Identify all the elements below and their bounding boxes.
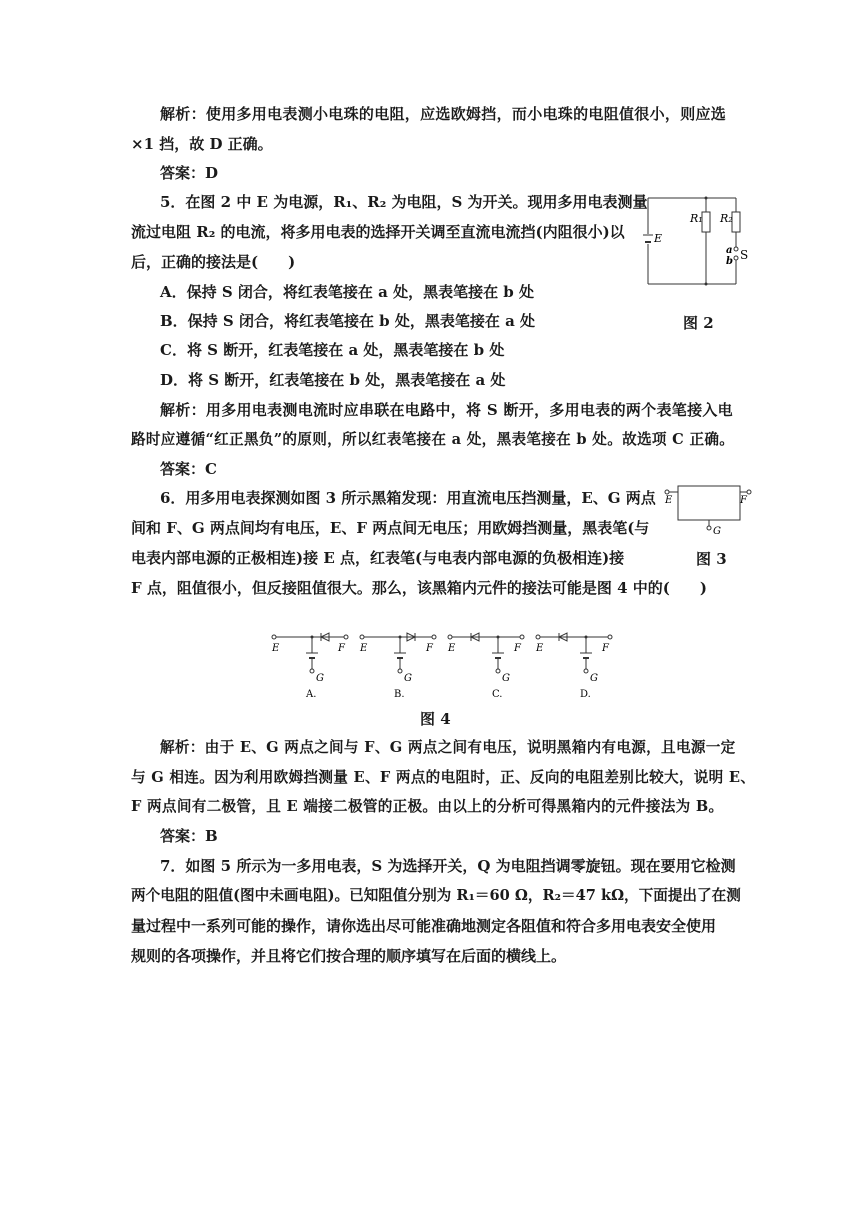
fig3-label-g: G xyxy=(713,526,721,536)
question-6-line: 电表内部电源的正极相连)接 E 点，红表笔(与电表内部电源的负极相连)接 xyxy=(131,549,625,567)
question-7-line: 两个电阻的阻值(图中未画电阻)。已知阻值分别为 R₁＝60 Ω，R₂＝47 kΩ，下面提出了在测 xyxy=(131,887,741,904)
option-d: D．将 S 断开，红表笔接在 b 处，黑表笔接在 a 处 xyxy=(160,371,506,389)
question-7-line: 量过程中一系列可能的操作，请你选出尽可能准确地测定各阻值和符合多用电表安全使用 xyxy=(131,917,717,935)
terminal-e xyxy=(665,490,669,494)
option-c: C．将 S 断开，红表笔接在 a 处，黑表笔接在 b 处 xyxy=(160,341,505,359)
fig2-label-a: a xyxy=(726,245,733,256)
label-g: G xyxy=(590,673,598,684)
terminal-g xyxy=(496,669,500,673)
question-5-line: 流过电阻 R₂ 的电流，将多用电表的选择开关调至直流电流挡(内阻很小)以 xyxy=(131,223,625,241)
answer-line: 答案：B xyxy=(160,827,218,845)
figure-2-circuit xyxy=(640,192,752,292)
terminal-e xyxy=(360,635,364,639)
terminal-e xyxy=(448,635,452,639)
switch-terminal-a xyxy=(734,247,738,251)
question-6-line: 6．用多用电表探测如图 3 所示黑箱发现：用直流电压挡测量，E、G 两点 xyxy=(160,489,656,507)
label-g: G xyxy=(404,673,412,684)
switch-terminal-b xyxy=(734,256,738,260)
option-label: C. xyxy=(492,689,503,700)
option-label: B. xyxy=(394,689,405,700)
analysis-line: 与 G 相连。因为利用欧姆挡测量 E、F 两点的电阻时，正、反向的电阻差别比较大，说明 E、 xyxy=(131,769,756,786)
answer-line: 答案：D xyxy=(160,164,219,182)
terminal-f xyxy=(747,490,751,494)
label-f: F xyxy=(426,643,433,654)
label-f: F xyxy=(602,643,609,654)
question-7-line: 7．如图 5 所示为一多用电表，S 为选择开关，Q 为电阻挡调零旋钮。现在要用它检测 xyxy=(160,857,736,875)
analysis-line: ×1 挡，故 D 正确。 xyxy=(131,135,273,153)
label-g: G xyxy=(502,673,510,684)
fig2-label-r2: R₂ xyxy=(720,212,733,225)
analysis-line: 解析：用多用电表测电流时应串联在电路中，将 S 断开，多用电表的两个表笔接入电 xyxy=(160,401,733,419)
terminal-e xyxy=(272,635,276,639)
terminal-f xyxy=(432,635,436,639)
black-box xyxy=(678,486,740,520)
fig3-label-f: F xyxy=(740,495,747,506)
figure-3-caption: 图 3 xyxy=(696,550,727,568)
figure-4-options xyxy=(268,628,620,702)
question-5-line: 后，正确的接法是( ) xyxy=(131,253,296,271)
option-label: A. xyxy=(306,689,317,700)
fig2-label-r1: R₁ xyxy=(690,212,703,225)
figure-2-caption: 图 2 xyxy=(683,314,714,332)
terminal-g xyxy=(707,526,711,530)
terminal-g xyxy=(310,669,314,673)
analysis-line: 路时应遵循“红正黑负”的原则，所以红表笔接在 a 处，黑表笔接在 b 处。故选项 C 正确。 xyxy=(131,431,735,448)
label-f: F xyxy=(338,643,345,654)
analysis-line: F 两点间有二极管，且 E 端接二极管的正极。由以上的分析可得黑箱内的元件接法为 B。 xyxy=(131,798,724,815)
label-f: F xyxy=(514,643,521,654)
terminal-f xyxy=(608,635,612,639)
option-label: D. xyxy=(580,689,591,700)
fig3-label-e: E xyxy=(665,495,673,506)
label-e: E xyxy=(448,643,456,654)
fig2-label-b: b xyxy=(726,256,733,267)
terminal-g xyxy=(398,669,402,673)
terminal-f xyxy=(520,635,524,639)
label-e: E xyxy=(536,643,544,654)
figure-4-caption: 图 4 xyxy=(420,710,451,728)
question-7-line: 规则的各项操作，并且将它们按合理的顺序填写在后面的横线上。 xyxy=(131,947,567,965)
terminal-e xyxy=(536,635,540,639)
option-a: A．保持 S 闭合，将红表笔接在 a 处，黑表笔接在 b 处 xyxy=(160,283,535,301)
analysis-line: 解析：由于 E、G 两点之间与 F、G 两点之间有电压，说明黑箱内有电源，且电源一定 xyxy=(160,739,736,756)
label-g: G xyxy=(316,673,324,684)
figure-3-black-box xyxy=(662,482,754,536)
label-e: E xyxy=(360,643,368,654)
fig2-label-s: S xyxy=(740,248,749,262)
option-b: B．保持 S 闭合，将红表笔接在 b 处，黑表笔接在 a 处 xyxy=(160,312,536,330)
label-e: E xyxy=(272,643,280,654)
terminal-g xyxy=(584,669,588,673)
question-6-line: F 点，阻值很小，但反接阻值很大。那么，该黑箱内元件的接法可能是图 4 中的( ) xyxy=(131,579,707,597)
answer-line: 答案：C xyxy=(160,460,217,478)
question-5-line: 5．在图 2 中 E 为电源，R₁、R₂ 为电阻，S 为开关。现用多用电表测量 xyxy=(160,193,648,211)
analysis-line: 解析：使用多用电表测小电珠的电阻，应选欧姆挡，而小电珠的电阻值很小，则应选 xyxy=(160,105,727,123)
terminal-f xyxy=(344,635,348,639)
question-6-line: 间和 F、G 两点间均有电压，E、F 两点间无电压；用欧姆挡测量，黑表笔(与 xyxy=(131,519,650,537)
fig2-label-e: E xyxy=(654,232,663,245)
